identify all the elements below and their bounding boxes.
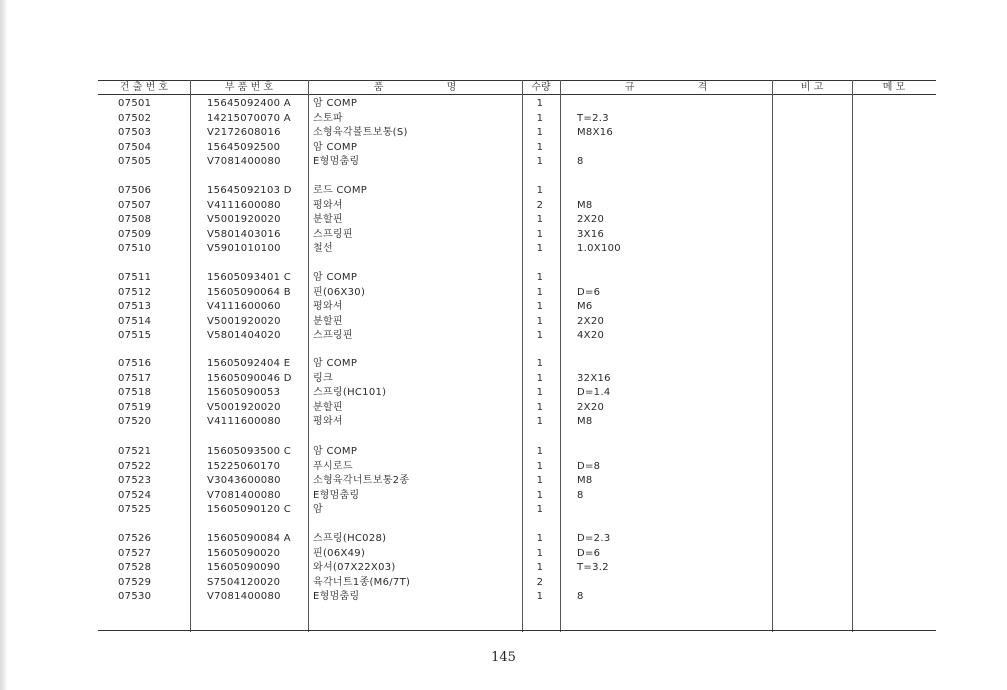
header-qty: 수량 [531,82,551,93]
page-number: 145 [491,650,516,665]
cell-spec: D=6 [577,547,601,559]
cell-part-number: 15605090064 B [207,286,291,298]
cell-name: 암 COMP [313,141,358,153]
cell-no: 07515 [118,330,152,341]
cell-qty: 1 [536,243,544,254]
table-row [0,213,1007,227]
cell-no: 07516 [118,358,152,369]
cell-no: 07513 [118,301,152,312]
cell-no: 07510 [118,243,152,254]
header-name: 품 명 [373,82,457,93]
cell-name: 분할핀 [313,214,343,225]
cell-no: 07501 [118,98,152,109]
cell-qty: 1 [536,591,544,602]
cell-spec: M8X16 [577,127,614,138]
cell-qty: 1 [536,446,544,457]
table-row [0,561,1007,575]
cell-spec: 2X20 [577,315,605,327]
cell-no: 07528 [118,562,152,573]
cell-part-number: V5001920020 [207,401,281,413]
table-row [0,286,1007,300]
cell-no: 07519 [118,401,152,413]
cell-qty: 2 [536,199,544,211]
cell-spec: 8 [577,156,584,167]
cell-spec: T=2.3 [577,112,609,124]
table-row [0,357,1007,371]
cell-qty: 1 [536,489,544,501]
cell-no: 07505 [118,156,152,167]
table-row [0,271,1007,285]
header-memo: 메 모 [882,82,906,93]
cell-no: 07523 [118,475,152,486]
cell-name: 스프링핀 [313,330,353,341]
cell-qty: 1 [536,387,544,398]
cell-qty: 1 [536,98,544,109]
table-row [0,112,1007,126]
cell-part-number: V7081400080 [207,489,281,501]
header-remark: 비 고 [800,82,824,93]
cell-part-number: V3043600080 [207,475,281,486]
header-no: 건 출 번 호 [119,82,169,93]
table-row [0,315,1007,329]
cell-spec: M6 [577,301,593,312]
cell-name: 암 COMP [313,98,358,109]
cell-no: 07527 [118,547,152,559]
cell-part-number: 15605090084 A [207,533,291,544]
cell-qty: 1 [536,272,544,283]
cell-spec: 2X20 [577,401,605,413]
table-bottom-rule [98,630,936,631]
cell-spec: D=1.4 [577,387,611,398]
cell-qty: 1 [536,185,544,196]
cell-spec: M8 [577,475,593,486]
cell-name: 평와셔 [313,199,343,211]
cell-part-number: 15605090090 [207,562,281,573]
cell-part-number: 15645092500 [207,141,281,153]
cell-part-number: 15645092400 A [207,98,291,109]
table-row [0,228,1007,242]
table-row [0,474,1007,488]
cell-no: 07503 [118,127,152,138]
cell-name: 평와셔 [313,416,343,427]
table-row [0,503,1007,517]
cell-spec: M8 [577,199,593,211]
cell-spec: D=8 [577,460,601,472]
cell-no: 07530 [118,591,152,602]
cell-name: 소형육각볼트보통(S) [313,127,408,138]
cell-name: 평와셔 [313,301,343,312]
cell-name: 스토파 [313,112,343,124]
cell-part-number: 15605090020 [207,547,281,559]
cell-qty: 1 [536,475,544,486]
cell-part-number: V7081400080 [207,591,281,602]
cell-no: 07529 [118,576,152,588]
cell-name: 스프링(HC028) [313,533,387,544]
cell-no: 07509 [118,228,152,240]
table-row [0,401,1007,415]
cell-name: 스프링(HC101) [313,387,387,398]
cell-spec: 2X20 [577,214,605,225]
table-row [0,489,1007,503]
table-row [0,242,1007,256]
cell-no: 07522 [118,460,152,472]
cell-spec: M8 [577,416,593,427]
cell-no: 07524 [118,489,152,501]
cell-name: 와셔(07X22X03) [313,562,396,573]
cell-name: 스프링핀 [313,228,353,240]
table-row [0,199,1007,213]
cell-no: 07507 [118,199,152,211]
cell-name: 분할핀 [313,315,343,327]
cell-qty: 2 [536,576,544,588]
cell-qty: 1 [536,127,544,138]
cell-no: 07514 [118,315,152,327]
cell-qty: 1 [536,301,544,312]
cell-part-number: 15605093401 C [207,272,292,283]
cell-qty: 1 [536,416,544,427]
header-part-number: 부 품 번 호 [224,82,274,93]
cell-name: 로드 COMP [313,185,368,196]
cell-part-number: 14215070070 A [207,112,291,124]
cell-no: 07521 [118,446,152,457]
cell-no: 07506 [118,185,152,196]
table-row [0,300,1007,314]
cell-part-number: 15605090046 D [207,372,292,384]
cell-name: E형멈춤링 [313,489,360,501]
cell-part-number: V5001920020 [207,214,281,225]
table-row [0,329,1007,343]
cell-part-number: V7081400080 [207,156,281,167]
cell-no: 07517 [118,372,152,384]
cell-qty: 1 [536,315,544,327]
cell-spec: 3X16 [577,228,605,240]
cell-name: 철선 [313,243,333,254]
cell-part-number: 15605090053 [207,387,281,398]
cell-part-number: 15645092103 D [207,185,292,196]
cell-spec: T=3.2 [577,562,609,573]
table-row [0,445,1007,459]
cell-qty: 1 [536,286,544,298]
cell-no: 07511 [118,272,152,283]
table-row [0,415,1007,429]
cell-name: 소형육각너트보통2종 [313,475,410,486]
cell-part-number: V2172608016 [207,127,281,138]
table-row [0,532,1007,546]
cell-qty: 1 [536,112,544,124]
cell-part-number: S7504120020 [207,576,281,588]
table-row [0,126,1007,140]
cell-name: 핀(06X49) [313,547,366,559]
table-row [0,141,1007,155]
cell-spec: 4X20 [577,330,605,341]
table-row [0,590,1007,604]
cell-qty: 1 [536,214,544,225]
cell-part-number: V4111600080 [207,416,281,427]
table-row [0,386,1007,400]
cell-name: 푸시로드 [313,460,353,472]
cell-spec: D=6 [577,286,601,298]
cell-qty: 1 [536,141,544,153]
cell-no: 07504 [118,141,152,153]
cell-part-number: V4111600080 [207,199,281,211]
cell-name: 암 COMP [313,446,358,457]
cell-qty: 1 [536,228,544,240]
cell-name: E형멈춤링 [313,156,360,167]
cell-part-number: V5801403016 [207,228,281,240]
cell-spec: 32X16 [577,372,611,384]
cell-spec: 8 [577,591,584,602]
cell-part-number: 15225060170 [207,460,281,472]
cell-no: 07512 [118,286,152,298]
cell-spec: D=2.3 [577,533,611,544]
cell-part-number: V4111600060 [207,301,281,312]
table-row [0,184,1007,198]
cell-no: 07525 [118,504,152,515]
cell-name: 분할핀 [313,401,343,413]
header-spec: 규 격 [624,82,708,93]
cell-part-number: 15605090120 C [207,504,292,515]
cell-no: 07502 [118,112,152,124]
cell-no: 07508 [118,214,152,225]
cell-part-number: V5001920020 [207,315,281,327]
table-header [98,81,936,95]
table-row [0,155,1007,169]
cell-no: 07520 [118,416,152,427]
cell-name: 암 [313,504,323,515]
cell-qty: 1 [536,358,544,369]
cell-qty: 1 [536,372,544,384]
cell-qty: 1 [536,562,544,573]
cell-part-number: V5801404020 [207,330,281,341]
cell-qty: 1 [536,156,544,167]
cell-qty: 1 [536,401,544,413]
cell-name: 육각너트1종(M6/7T) [313,576,411,588]
cell-name: E형멈춤링 [313,591,360,602]
cell-name: 핀(06X30) [313,286,366,298]
cell-spec: 1.0X100 [577,243,621,254]
cell-no: 07518 [118,387,152,398]
cell-part-number: 15605093500 C [207,446,292,457]
table-row [0,97,1007,111]
cell-name: 링크 [313,372,333,384]
cell-qty: 1 [536,330,544,341]
cell-qty: 1 [536,504,544,515]
cell-qty: 1 [536,533,544,544]
cell-name: 암 COMP [313,358,358,369]
table-row [0,576,1007,590]
cell-qty: 1 [536,547,544,559]
table-row [0,460,1007,474]
cell-qty: 1 [536,460,544,472]
cell-name: 암 COMP [313,272,358,283]
cell-part-number: V5901010100 [207,243,281,254]
table-row [0,372,1007,386]
table-row [0,547,1007,561]
cell-spec: 8 [577,489,584,501]
cell-part-number: 15605092404 E [207,358,291,369]
cell-no: 07526 [118,533,152,544]
